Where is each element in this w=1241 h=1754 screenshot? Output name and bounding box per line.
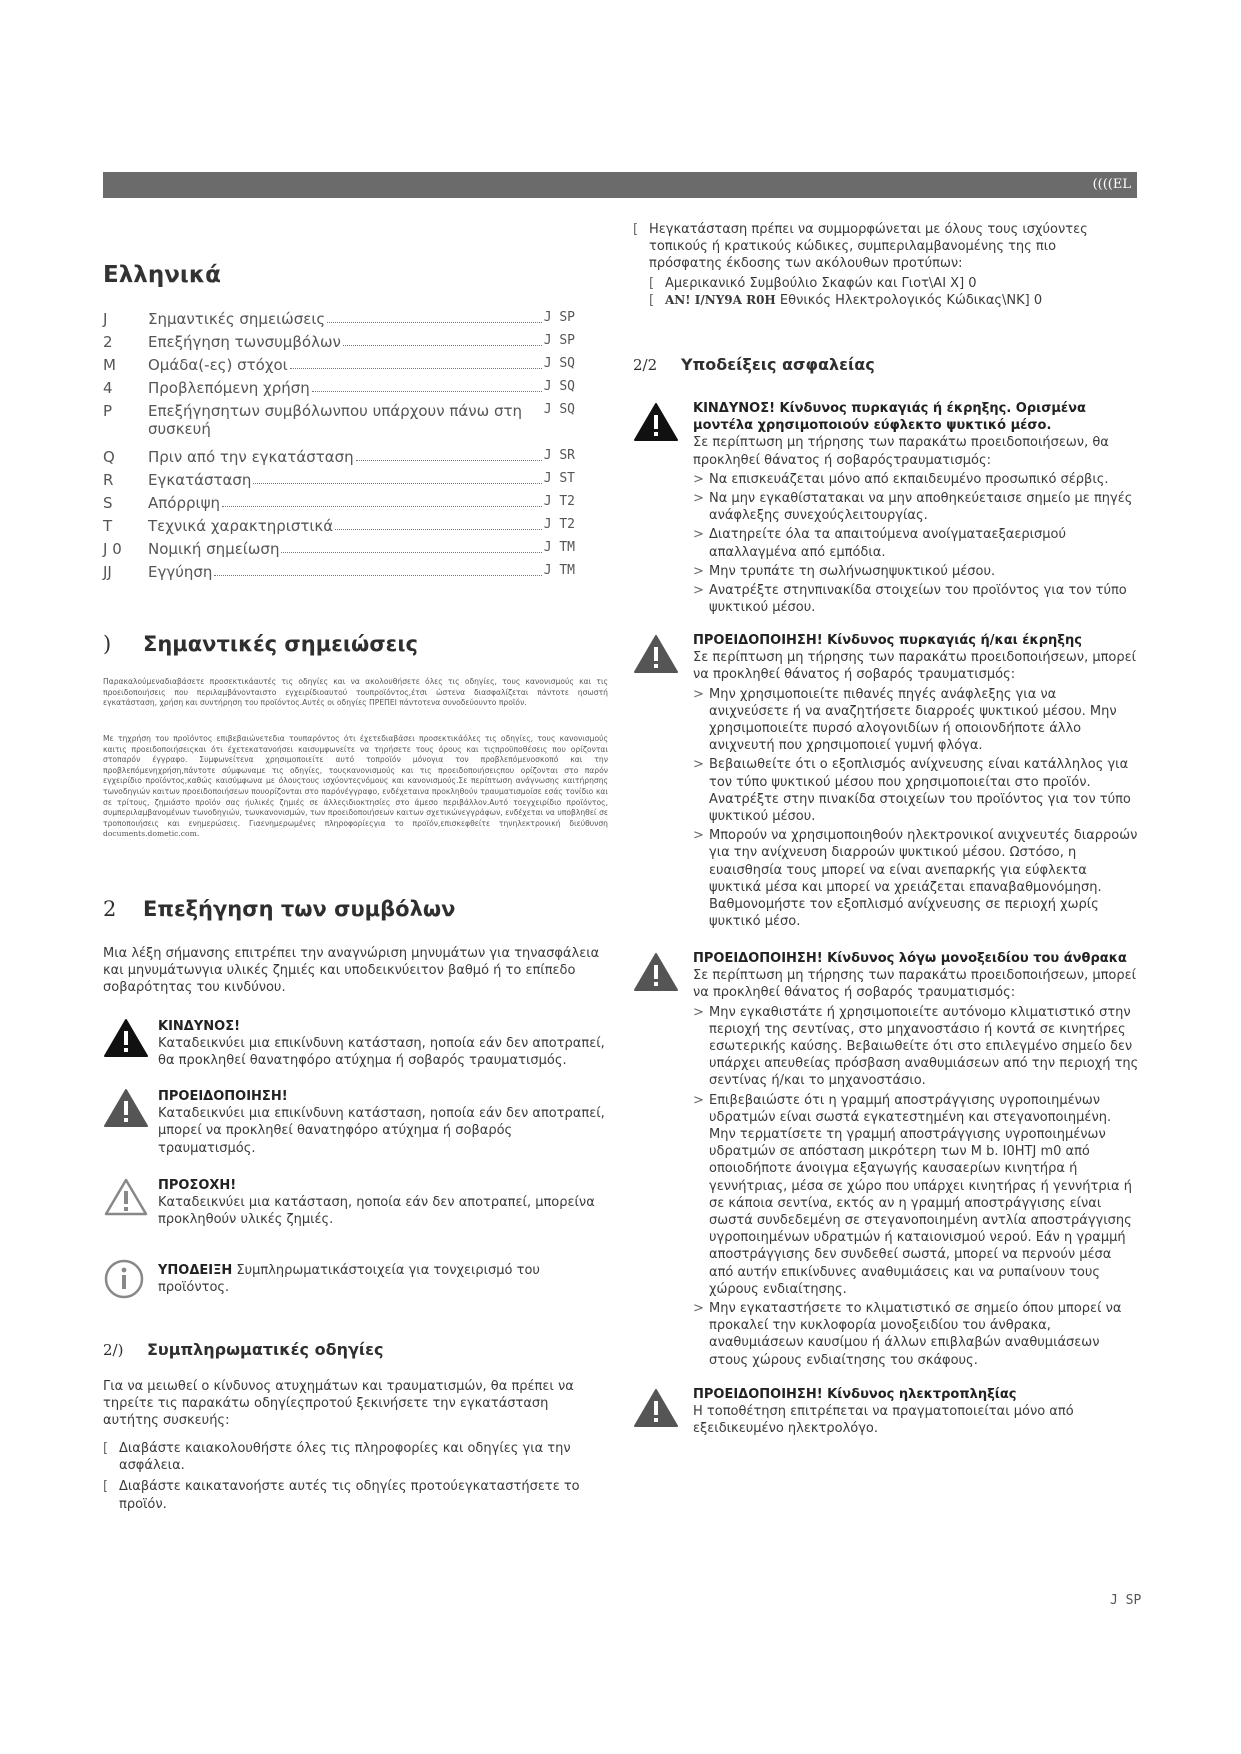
toc-text xyxy=(148,333,575,351)
page-number: J SP xyxy=(1110,1593,1142,1608)
toc-number: S xyxy=(103,494,113,512)
safety-bullet xyxy=(693,582,1139,616)
safety-bullet-text: Μπορούν να χρησιμοποιηθούν ηλεκτρονικοί ανιχνευτές διαρροών για την ανίχνευση διαρροών ψυκτικού μέσου. Ωστόσο, η ευαισθησία τους μπορεί να είναι ανεπαρκής για εύφλεκτα ψυκτικά μέσα και μπορεί να χρειάζεται επαναβαθμονόμηση. Βαθμονομήστε τον εξοπλισμό ανίχνευσης σε περιοχή χωρίς ψυκτικό μέσο. xyxy=(709,828,1138,930)
toc-text xyxy=(148,402,575,438)
chevron-right-icon: > xyxy=(693,471,704,487)
safety-bullet xyxy=(693,1092,1139,1298)
list-item xyxy=(103,1440,603,1474)
toc-label: Επεξήγηση τωνσυμβόλων xyxy=(148,333,341,351)
section-2-2-heading xyxy=(633,355,875,374)
section-2-intro: Μια λέξη σήμανσης επιτρέπει την αναγνώριση μηνυμάτων για τηνασφάλεια και μηνυμάτωνγια υλικές ζημιές και υποδεικνύειτον βαθμό ή το επίπεδο σοβαρότητας του κινδύνου. xyxy=(103,946,600,996)
toc-page: J TM xyxy=(543,563,575,578)
toc-page: J SR xyxy=(543,448,575,463)
toc-leader xyxy=(253,471,541,484)
safety-bullet xyxy=(693,490,1139,524)
safety-warning-intro: Σε περίπτωση μη τήρησης των παρακάτω προειδοποιήσεων, μπορεί να προκληθεί θάνατος ή σοβαρός τραυματισμός: xyxy=(693,968,1137,1001)
note-text: Συμπληρωματικάστοιχεία για τονχειρισμό του προϊόντος. xyxy=(158,1263,540,1296)
caution-triangle-icon xyxy=(103,1177,149,1217)
toc-leader xyxy=(356,448,542,461)
toc-label: Τεχνικά χαρακτηριστικά xyxy=(148,517,334,535)
info-icon xyxy=(103,1258,145,1300)
safety-warning xyxy=(633,400,1139,616)
toc-label: Απόρριψη xyxy=(148,494,220,512)
toc-text xyxy=(148,448,575,466)
warning-text: Καταδεικνύει μια επικίνδυνη κατάσταση, ηοποία εάν δεν αποτραπεί, μπορεί να προκληθεί θανατηφόρο ατύχημα ή σοβαρός τραυματισμός. xyxy=(158,1106,605,1156)
chevron-right-icon: > xyxy=(693,583,704,599)
toc-text xyxy=(148,310,575,328)
section-2-1-intro: Για να μειωθεί ο κίνδυνος ατυχημάτων και τραυματισμών, θα πρέπει να τηρείτε τις παρακάτω οδηγίεςπροτού ξεκινήσετε την εγκατάσταση αυτήτης συσκευής: xyxy=(103,1379,574,1429)
toc-number: J 0 xyxy=(103,540,122,558)
list-bullet-icon: [ xyxy=(649,275,655,291)
danger-triangle-icon xyxy=(633,402,679,442)
standard-code: AN! I/NY9A R0H xyxy=(665,292,776,307)
list-bullet-icon: [ xyxy=(633,222,639,237)
toc-text xyxy=(148,563,575,581)
toc-text xyxy=(148,356,575,374)
section-1-paragraph-2 xyxy=(103,734,608,840)
section-2-title: Επεξήγηση των συμβόλων xyxy=(143,897,456,921)
toc-label: Πριν από την εγκατάσταση xyxy=(148,448,354,466)
safety-bullet xyxy=(693,526,1139,560)
section-1-paragraph-2-text: Με τηχρήση του προϊόντος επιβεβαιώνετεδια τουπαρόντος ότι έχετεδιαβάσει προσεκτικάόλες τις οδηγίες, τους κανονισμούς καιτις προειδοποιήσειςκαι ότι έχετεκατανοήσει καισυμφωνείτε να τηρήσετε τους όρους και τιςπροϋποθέσεις που ορίζονται στοπαρόν έγγραφο. Συμφωνείτενα χρησιμοποιείτε αυτό τοπροϊόν μόνογια τον προβλεπόμενοσκοπό και την προβλεπόμενηχρήση,πάντοτε σύμφωναμε τις οδηγίες, τουςκανονισμούς και τις προειδοποιήσειςπου ορίζονται στο παρόν εγχειρίδιο προϊόντος,καθώς καισύμφωνα με όλουςτους ισχύοντεςνόμους και κανονισμούς.Σε περίπτωση ανάγνωσης καιτήρησης τωνοδηγιών καιτων προειδοποιήσεων πουορίζονται στο παρόνέγγραφο, ενδέχεταινα προκληθούν τραυματισμοίσε εσάς τονίδιο και σε τρίτους, ζημιάστο προϊόν σας ήυλικές ζημιές σε άλλεςιδιοκτησίες στο άμεσο περιβάλλον.Αυτό τοεγχειρίδιο προϊόντος, συμπεριλαμβανομένων τωνοδηγιών, τωνκανονισμών, των προειδοποιήσεων καιτων σχετικώνεγγράφων, ενδέχεται να υποβληθεί σε τροποποιήσεις και ενημερώσεις. Γιαενημερωμένες πληροφορίεςγια το προϊόν,επισκεφθείτε τηνηλεκτρονική διεύθυνση xyxy=(103,734,608,828)
toc-page: J SP xyxy=(543,333,575,348)
safety-bullet-text: Ανατρέξτε στηνπινακίδα στοιχείων του προϊόντος για τον τύπο ψυκτικού μέσου. xyxy=(709,583,1127,616)
safety-bullet xyxy=(693,1004,1139,1090)
symbol-warning xyxy=(103,1088,608,1157)
danger-title: ΚΙΝΔΥΝΟΣ! xyxy=(158,1019,241,1034)
toc-page: J TM xyxy=(543,540,575,555)
toc-entry[interactable] xyxy=(103,517,575,540)
chevron-right-icon: > xyxy=(693,563,704,579)
warning-triangle-icon xyxy=(103,1088,149,1128)
list-item-text: Ηεγκατάσταση πρέπει να συμμορφώνεται με όλους τους ισχύοντες τοπικούς ή κρατικούς κώδικες, συμπεριλαμβανομένης της πιο πρόσφατης έκδοσης των ακόλουθων προτύπων: xyxy=(649,222,1088,272)
toc-page: J SQ xyxy=(543,402,575,417)
section-2-2-title: Υποδείξεις ασφαλείας xyxy=(681,355,875,374)
danger-triangle-icon xyxy=(103,1018,149,1058)
list-item-text: Διαβάστε καικατανοήστε αυτές τις οδηγίες προτούεγκαταστήσετε το προϊόν. xyxy=(119,1479,580,1512)
section-2-number: 2 xyxy=(103,897,117,921)
symbol-caution xyxy=(103,1177,608,1229)
toc-text xyxy=(148,471,575,489)
list-subitem xyxy=(633,275,1133,292)
toc-leader xyxy=(343,333,542,346)
safety-bullet-text: Μην τρυπάτε τη σωλήνωσηψυκτικού μέσου. xyxy=(709,563,996,579)
list-subitem xyxy=(633,292,1133,309)
symbol-note xyxy=(103,1258,608,1304)
toc-page: J SP xyxy=(543,310,575,325)
safety-warning xyxy=(633,632,1139,930)
caution-text: Καταδεικνύει μια κατάσταση, ηοποία εάν δεν αποτραπεί, μπορείνα προκληθούν υλικές ζημιές. xyxy=(158,1195,595,1228)
toc-text xyxy=(148,379,575,397)
toc-text xyxy=(148,517,575,535)
toc-label: Προβλεπόμενη χρήση xyxy=(148,379,310,397)
chevron-right-icon: > xyxy=(693,491,704,507)
toc-number: T xyxy=(103,517,113,535)
safety-bullet-text: Βεβαιωθείτε ότι ο εξοπλισμός ανίχνευσης είναι κατάλληλος για τον τύπο ψυκτικού μέσου που χρησιμοποιείται στο προϊόν. Ανατρέξτε στην πινακίδα στοιχείων του προϊόντος για τον τύπο ψυκτικού μέσου. xyxy=(709,757,1131,825)
toc-entry[interactable] xyxy=(103,310,575,333)
section-2-1-title: Συμπληρωματικές οδηγίες xyxy=(147,1340,384,1359)
toc-entry[interactable] xyxy=(103,540,575,563)
danger-text: Καταδεικνύει μια επικίνδυνη κατάσταση, ηοποία εάν δεν αποτραπεί, θα προκληθεί θανατηφόρο ατύχημα ή σοβαρός τραυματισμός. xyxy=(158,1036,605,1069)
toc-entry[interactable] xyxy=(103,563,575,586)
list-subitem-text: Εθνικός Ηλεκτρολογικός Κώδικας\NK] 0 xyxy=(779,292,1043,308)
symbol-danger xyxy=(103,1018,608,1070)
safety-warning-intro: Η τοποθέτηση επιτρέπεται να πραγματοποιείται μόνο από εξειδικευμένο ηλεκτρολόγο. xyxy=(693,1404,1074,1437)
safety-bullet-text: Να μην εγκαθίστατακαι να μην αποθηκεύεταισε σημείο με πηγές ανάφλεξης συνεχούςλειτουργίας. xyxy=(709,491,1133,524)
safety-bullet xyxy=(693,756,1139,825)
toc-leader xyxy=(335,517,542,530)
toc-entry[interactable] xyxy=(103,402,575,448)
chevron-right-icon: > xyxy=(693,527,704,543)
safety-warning-title: ΠΡΟΕΙΔΟΠΟΙΗΣΗ! Κίνδυνος πυρκαγιάς ή/και έκρηξης xyxy=(693,633,1082,648)
toc-number: M xyxy=(103,356,116,374)
toc-number: 2 xyxy=(103,333,113,351)
section-2-2-number: 2/2 xyxy=(633,356,658,374)
safety-warning xyxy=(633,950,1139,1369)
toc-page: J ST xyxy=(543,471,575,486)
list-item-text: Διαβάστε καιακολουθήστε όλες τις πληροφορίες και οδηγίες για την ασφάλεια. xyxy=(119,1441,571,1474)
toc-page: J SQ xyxy=(543,379,575,394)
toc-number: J xyxy=(103,310,108,328)
toc-leader xyxy=(327,310,541,323)
section-1-number: ) xyxy=(103,632,112,656)
chevron-right-icon: > xyxy=(693,1092,704,1108)
safety-bullet-text: Να επισκευάζεται μόνο από εκπαιδευμένο προσωπικό σέρβις. xyxy=(709,471,1109,487)
safety-bullet-text: Μην χρησιμοποιείτε πιθανές πηγές ανάφλεξης για να ανιχνεύσετε ή να αναζητήσετε διαρροές ψυκτικού μέσου. Μην χρησιμοποιείτε πυρσό αλογονιδίων ή οποιονδήποτε άλλο ανιχνευτή που χρησιμοποιεί γυμνή φλόγα. xyxy=(709,686,1117,754)
toc-entry[interactable] xyxy=(103,448,575,471)
chevron-right-icon: > xyxy=(693,1004,704,1020)
toc-label: Εγκατάσταση xyxy=(148,471,252,489)
toc-label: Εγγύηση xyxy=(148,563,213,581)
documents-link[interactable]: documents.dometic.com. xyxy=(103,829,200,839)
chevron-right-icon: > xyxy=(693,828,704,844)
toc-entry[interactable] xyxy=(103,494,575,517)
caution-title: ΠΡΟΣΟΧΗ! xyxy=(158,1178,237,1193)
toc-entry[interactable] xyxy=(103,356,575,379)
toc-leader xyxy=(290,356,542,369)
section-1-title: Σημαντικές σημειώσεις xyxy=(143,632,418,656)
language-badge: ((((EL xyxy=(1092,177,1131,192)
toc-text xyxy=(148,540,575,558)
toc-leader xyxy=(222,494,542,507)
list-bullet-icon: [ xyxy=(649,292,655,308)
safety-bullet xyxy=(693,471,1139,488)
toc-page: J T2 xyxy=(543,494,575,509)
toc-label: Ομάδα(-ες) στόχοι xyxy=(148,356,288,374)
toc-label: Επεξήγησητων συμβόλωνπου υπάρχουν πάνω στη συσκευή xyxy=(148,402,523,438)
safety-bullet xyxy=(693,686,1139,755)
safety-warning-title: ΠΡΟΕΙΔΟΠΟΙΗΣΗ! Κίνδυνος λόγω μονοξειδίου του άνθρακα xyxy=(693,951,1127,966)
safety-bullet xyxy=(693,563,1139,580)
toc-entry[interactable] xyxy=(103,471,575,494)
toc-number: P xyxy=(103,402,113,420)
list-bullet-icon: [ xyxy=(103,1479,109,1495)
section-1-heading xyxy=(103,632,418,656)
section-2-1-number: 2/) xyxy=(103,1341,124,1359)
header-bar xyxy=(103,172,1137,198)
warning-triangle-icon xyxy=(633,952,679,992)
safety-bullet-text: Διατηρείτε όλα τα απαιτούμενα ανοίγματαεξαερισμού απαλλαγμένα από εμπόδια. xyxy=(709,527,1067,560)
note-title: ΥΠΟΔΕΙΞΗ xyxy=(158,1263,233,1278)
toc-leader xyxy=(214,563,541,576)
section-2-1-list xyxy=(103,1440,603,1513)
standards-list xyxy=(633,221,1133,309)
list-item xyxy=(103,1478,603,1512)
safety-bullet-text: Μην εγκαθιστάτε ή χρησιμοποιείτε αυτόνομο κλιματιστικό στην περιοχή της σεντίνας, στο μηχανοστάσιο ή κοντά σε κινητήρες εσωτερικής καύσης. Βεβαιωθείτε ότι στο επιλεγμένο σημείο δεν υπάρχει απευθείας πρόσβαση αναθυμιάσεων από την περιοχή της σεντίνας ή/και το μηχανοστάσιο. xyxy=(709,1004,1139,1089)
toc-text xyxy=(148,494,575,512)
toc-entry[interactable] xyxy=(103,379,575,402)
safety-bullet-text: Επιβεβαιώστε ότι η γραμμή αποστράγγισης υγροποιημένων υδρατμών είναι σωστά εγκατεστημένη και στεγανοποιημένη. Μην τερματίσετε τη γραμμή αποστράγγισης υγροποιημένων υδρατμών σε απόσταση μικρότερη των M b. I0HTJ m0 από οποιοδήποτε άνοιγμα εξαγωγής καυσαερίων κινητήρα ή γεννήτριας, μέσα σε χώρο που υπάρχει κινητήρας ή γεννήτρια ή σε κάποια σεντίνα, εκτός αν η γραμμή αποστράγγισης είναι σωστά συνδεδεμένη σε στεγανοποιημένη αντλία αποστράγγισης υγροποιημένων υδρατμών ή καταιονισμού νερού. Εάν η γραμμή αποστράγγισης δεν συνδεθεί σωστά, μπορεί να περνούν μέσα από αυτήν επικίνδυνες αναθυμιάσεις και να ρυπαίνουν τους χώρους ενδιαίτησης. xyxy=(709,1092,1132,1297)
warning-triangle-icon xyxy=(633,634,679,674)
section-1-paragraph-1: Παρακαλούμεναδιαβάσετε προσεκτικάαυτές τις οδηγίες και να ακολουθήσετε όλες τις οδηγίες, τους κανονισμούς και τις προειδοποιήσεις που περιλαμβάνονταιστο εγχειρίδιοαυτού τουπροϊόντος,έτσι ώστενα διασφαλίζεται πάντοτε ησωστή εγκατάσταση, χρήση και συντήρηση του προϊόντος.Αυτές οι οδηγίες ΠΡΕΠΕΙ πάντοτενα συνοδεύουντο προϊόν. xyxy=(103,677,608,708)
section-2-heading xyxy=(103,897,455,921)
toc-label: Σημαντικές σημειώσεις xyxy=(148,310,326,328)
safety-bullet xyxy=(693,827,1139,930)
toc-page: J SQ xyxy=(543,356,575,371)
safety-bullet xyxy=(693,1300,1139,1369)
safety-warning-title: ΚΙΝΔΥΝΟΣ! Κίνδυνος πυρκαγιάς ή έκρηξης. Ορισμένα μοντέλα χρησιμοποιούν εύφλεκτο ψυκτικό μέσο. xyxy=(693,401,1086,434)
toc-number: Q xyxy=(103,448,115,466)
section-2-1-heading xyxy=(103,1340,383,1359)
toc-page: J T2 xyxy=(543,517,575,532)
safety-warning-intro: Σε περίπτωση μη τήρησης των παρακάτω προειδοποιήσεων, θα προκληθεί θάνατος ή σοβαρόςτραυματισμός: xyxy=(693,435,1109,468)
toc-leader xyxy=(281,540,541,553)
warning-triangle-icon xyxy=(633,1388,679,1428)
list-subitem-text: Αμερικανικό Συμβούλιο Σκαφών και Γιοτ\AI X] 0 xyxy=(665,275,977,291)
toc-number: 4 xyxy=(103,379,113,397)
toc-leader xyxy=(312,379,542,392)
toc-number: JJ xyxy=(103,563,112,581)
chevron-right-icon: > xyxy=(693,757,704,773)
chevron-right-icon: > xyxy=(693,1301,704,1317)
table-of-contents xyxy=(103,310,575,586)
toc-entry[interactable] xyxy=(103,333,575,356)
toc-number: R xyxy=(103,471,114,489)
chevron-right-icon: > xyxy=(693,686,704,702)
page-title: Ελληνικά xyxy=(103,262,221,288)
warning-title: ΠΡΟΕΙΔΟΠΟΙΗΣΗ! xyxy=(158,1089,288,1104)
toc-label: Νομική σημείωση xyxy=(148,540,280,558)
list-item xyxy=(633,221,1133,273)
safety-warning-title: ΠΡΟΕΙΔΟΠΟΙΗΣΗ! Κίνδυνος ηλεκτροπληξίας xyxy=(693,1387,1017,1402)
safety-bullet-text: Μην εγκαταστήσετε το κλιματιστικό σε σημείο όπου μπορεί να προκαλεί την κυκλοφορία μονοξειδίου του άνθρακα, αναθυμιάσεων καυσίμου ή άλλων επιβλαβών αναθυμιάσεων στους χώρους ενδιαίτησης του σκάφους. xyxy=(709,1301,1122,1368)
safety-warning xyxy=(633,1386,1139,1438)
safety-warning-intro: Σε περίπτωση μη τήρησης των παρακάτω προειδοποιήσεων, μπορεί να προκληθεί θάνατος ή σοβαρός τραυματισμός: xyxy=(693,650,1137,683)
list-bullet-icon: [ xyxy=(103,1441,109,1456)
